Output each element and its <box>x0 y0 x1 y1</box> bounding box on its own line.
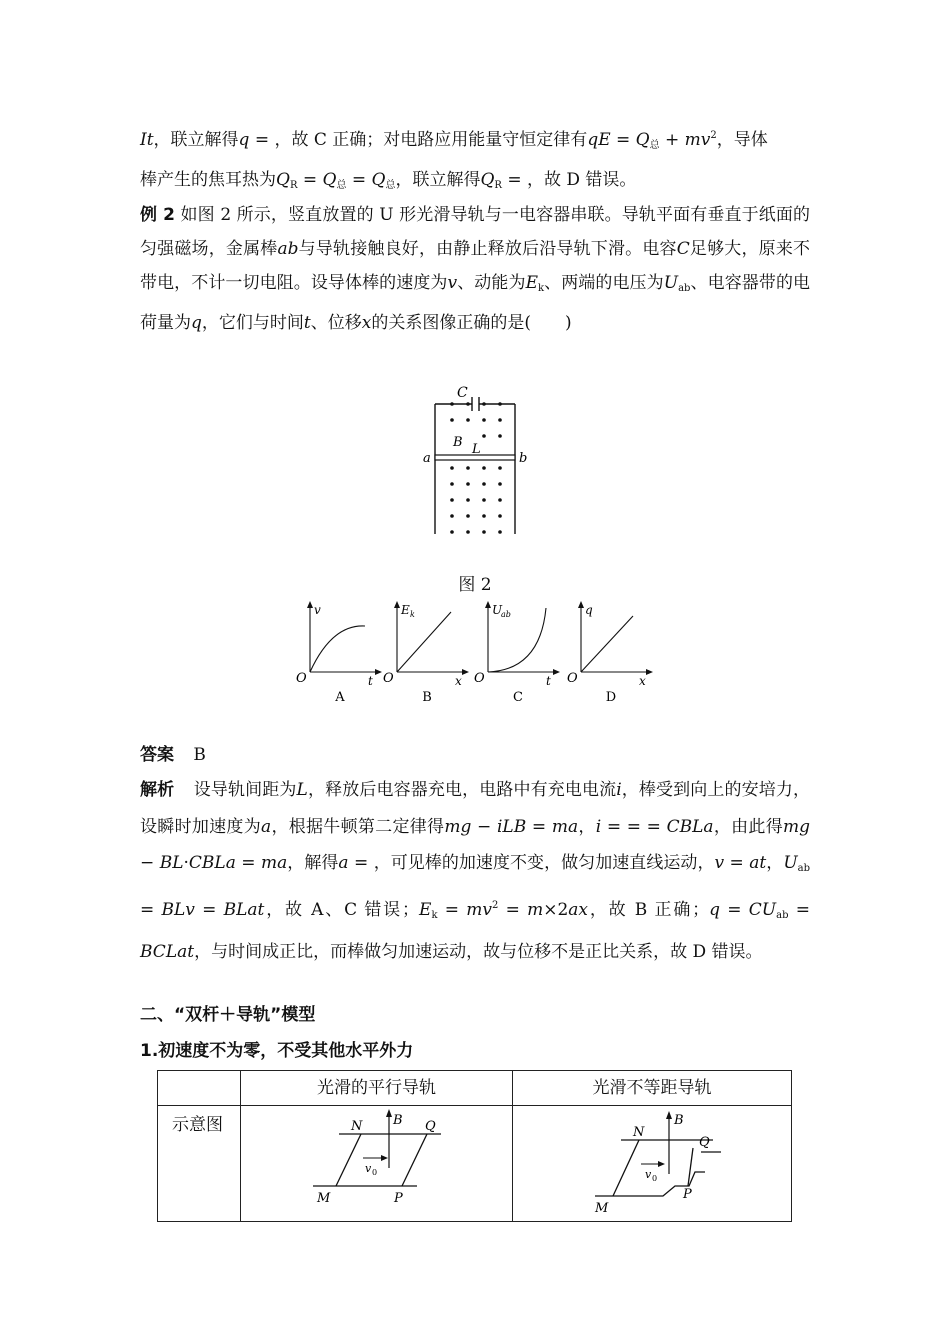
body-text: = <box>194 899 224 920</box>
body-text: = <box>235 853 261 873</box>
label-P: P <box>394 1191 403 1206</box>
subscript: 总 <box>385 180 396 191</box>
row-label-diagram: 示意图 <box>158 1106 241 1222</box>
formula-text: CBLa <box>188 853 236 873</box>
formula-text: v <box>447 273 458 293</box>
formula-text: Q <box>322 170 337 190</box>
analysis-paragraph <box>140 772 810 971</box>
model-table <box>157 1070 792 1222</box>
rod-MN <box>336 1134 361 1186</box>
formula-text: v <box>714 853 725 873</box>
field-dot <box>498 402 502 406</box>
body-text: 如图 2 所示，竖直放置的 U 形光滑导轨与一电容器串联。导轨平面有垂直于纸面的匀强磁场，金属棒 <box>140 205 811 259</box>
formula-text: E <box>419 899 432 920</box>
field-dot <box>466 482 470 486</box>
field-dot <box>498 418 502 422</box>
axis-arrow-icon <box>485 601 491 608</box>
graph-y-label: E <box>401 603 410 617</box>
body-text: ，故 B 正确； <box>588 899 710 920</box>
arrow-head-icon <box>658 1161 665 1167</box>
body-text: 设导轨间距为 <box>193 780 297 800</box>
label-Q: Q <box>425 1119 436 1134</box>
formula-text: Q <box>276 170 290 190</box>
body-text: = <box>437 899 467 920</box>
superscript: 2 <box>491 899 499 911</box>
body-text: ，故 A、C 错误； <box>264 899 420 920</box>
formula-text: mg <box>444 816 472 837</box>
body-text: ，由此得 <box>713 816 783 837</box>
body-text: ，联立解得 <box>153 130 239 150</box>
graph-origin-label: O <box>567 671 578 686</box>
formula-text: mg <box>783 816 811 837</box>
field-dot <box>498 466 502 470</box>
field-dot <box>450 482 454 486</box>
formula-text: iLB <box>496 816 527 837</box>
label-v: v <box>365 1162 372 1175</box>
graph-curve <box>488 608 546 672</box>
graph-x-label: x <box>639 674 646 688</box>
field-dot <box>466 402 470 406</box>
field-dot <box>498 498 502 502</box>
label-v-subscript: 0 <box>652 1174 658 1183</box>
label-v: v <box>645 1168 652 1181</box>
formula-text: ab <box>277 239 299 259</box>
field-dot <box>450 514 454 518</box>
axis-arrow-icon <box>375 669 382 675</box>
formula-text: Q <box>371 170 386 190</box>
label-M: M <box>317 1191 331 1206</box>
figure-2-caption: 图 2 <box>458 575 492 595</box>
formula-text: It <box>140 130 154 150</box>
body-text: ， <box>766 853 784 873</box>
subsection-title: 1.初速度不为零，不受其他水平外力 <box>140 1041 414 1061</box>
axis-arrow-icon <box>394 601 400 608</box>
intro-paragraph <box>140 119 810 203</box>
subscript: R <box>494 180 502 191</box>
field-dot <box>450 466 454 470</box>
unequal-rails-diagram <box>513 1106 791 1216</box>
graph-y-label: v <box>314 603 321 617</box>
formula-text: BLat <box>223 899 265 920</box>
figure-2-diagram <box>415 382 535 542</box>
field-dot <box>482 466 486 470</box>
header-unequal-rails: 光滑不等距导轨 <box>513 1071 792 1106</box>
formula-text: BLv <box>161 899 195 920</box>
body-text: = <box>526 816 552 837</box>
formula-text: t <box>303 313 311 333</box>
subscript: ab <box>678 283 691 294</box>
body-text: = ，可见棒的加速度不变，做匀加速直线运动， <box>348 853 715 873</box>
graph-option-label: B <box>422 690 432 705</box>
field-dot <box>498 482 502 486</box>
subscript: k <box>431 909 438 921</box>
graph-curve <box>310 626 365 672</box>
graph-x-label: x <box>455 674 462 688</box>
body-text: ，根据牛顿第二定律得 <box>271 816 445 837</box>
answer-line <box>140 738 810 772</box>
body-text: = = = <box>601 816 667 837</box>
field-dot <box>482 418 486 422</box>
body-text: · <box>183 853 189 873</box>
label-N: N <box>351 1119 363 1134</box>
subscript: ab <box>797 863 811 874</box>
body-text: ，棒受到向上的安培力，设瞬时加速度为 <box>140 780 811 837</box>
superscript: 2 <box>710 130 717 141</box>
graph-curve <box>581 616 633 672</box>
body-text: ，释放后电容器充电，电路中有充电电流 <box>307 780 617 800</box>
label-P: P <box>683 1187 692 1202</box>
axis-arrow-icon <box>462 669 469 675</box>
field-dot <box>498 514 502 518</box>
rod-PQ <box>402 1134 427 1186</box>
subscript: R <box>289 180 298 191</box>
body-text: 棒产生的焦耳热为 <box>140 170 276 190</box>
label-Q: Q <box>699 1135 710 1150</box>
formula-text: m <box>527 899 544 920</box>
formula-text: U <box>783 853 798 873</box>
graph-origin-label: O <box>296 671 307 686</box>
formula-text: mv <box>684 130 711 150</box>
arrow-head-icon <box>386 1109 392 1117</box>
field-dot <box>450 530 454 534</box>
label-a: a <box>423 451 431 466</box>
graph-curve <box>397 612 451 672</box>
body-text: = <box>788 899 811 920</box>
graph-option-label: C <box>513 690 523 705</box>
formula-text: ma <box>260 853 288 873</box>
body-text: ， <box>578 816 596 837</box>
body-text: ×2 <box>543 899 569 920</box>
body-text: + <box>659 130 685 150</box>
body-text: 与导轨接触良好，由静止释放后沿导轨下滑。电容 <box>298 239 677 259</box>
field-dot <box>482 434 486 438</box>
cell-parallel-diagram <box>241 1106 513 1222</box>
body-text: = <box>346 170 372 190</box>
answer-label: 答案 <box>140 745 174 765</box>
subscript: 总 <box>649 140 660 151</box>
formula-text: C <box>676 239 690 259</box>
label-M: M <box>595 1201 609 1216</box>
table-corner-cell <box>158 1071 241 1106</box>
label-B: B <box>674 1113 684 1128</box>
field-dot <box>482 530 486 534</box>
cell-unequal-diagram <box>513 1106 792 1222</box>
body-text: 、动能为 <box>457 273 526 293</box>
label-B: B <box>393 1113 403 1128</box>
label-field: B <box>453 435 463 450</box>
graph-option-label: D <box>605 690 617 705</box>
graph-y-subscript: k <box>410 610 415 619</box>
label-capacitor: C <box>457 385 468 401</box>
formula-text: a <box>261 816 272 837</box>
rod-PQ <box>688 1148 693 1186</box>
formula-text: mv <box>466 899 492 920</box>
formula-text: i <box>616 780 622 800</box>
body-text: = <box>498 899 528 920</box>
body-text: = ，故 D 错误。 <box>501 170 637 190</box>
formula-text: q <box>238 130 250 150</box>
graph-origin-label: O <box>474 671 485 686</box>
header-parallel-rails: 光滑的平行导轨 <box>241 1071 513 1106</box>
field-dot <box>466 498 470 502</box>
field-dot <box>498 530 502 534</box>
subscript: k <box>537 283 545 294</box>
formula-text: Q <box>635 130 650 150</box>
body-text: − <box>140 853 160 873</box>
body-text: − <box>471 816 497 837</box>
label-N: N <box>633 1125 645 1140</box>
axis-arrow-icon <box>307 601 313 608</box>
magnetic-field-dots <box>450 402 502 534</box>
formula-text: q <box>191 313 202 333</box>
formula-text: BL <box>159 853 184 873</box>
arrow-head-icon <box>666 1111 672 1119</box>
label-v-subscript: 0 <box>372 1168 378 1177</box>
field-dot <box>482 482 486 486</box>
subscript: ab <box>776 909 789 921</box>
field-dot <box>466 514 470 518</box>
formula-text: E <box>525 273 538 293</box>
body-text: ，导体 <box>716 130 768 150</box>
body-text: = <box>610 130 636 150</box>
table-header-row <box>158 1071 792 1106</box>
analysis-label: 解析 <box>140 780 175 800</box>
section-title: 二、“双杆＋导轨”模型 <box>140 1005 316 1025</box>
formula-text: at <box>749 853 767 873</box>
example-label: 例 2 <box>140 205 176 225</box>
parallel-rails-diagram <box>241 1106 512 1216</box>
arrow-head-icon <box>381 1155 388 1161</box>
formula-text: ax <box>568 899 588 920</box>
field-dot <box>466 418 470 422</box>
field-dot <box>498 434 502 438</box>
graph-option-label: A <box>335 690 345 705</box>
body-text: = ，故 C 正确；对电路应用能量守恒定律有 <box>249 130 588 150</box>
axis-arrow-icon <box>578 601 584 608</box>
graph-y-label: U <box>492 603 503 617</box>
formula-text: ma <box>551 816 579 837</box>
body-text: = <box>140 899 162 920</box>
field-dot <box>466 530 470 534</box>
graph-y-subscript: ab <box>501 610 511 619</box>
axis-arrow-icon <box>553 669 560 675</box>
field-dot <box>450 498 454 502</box>
field-dot <box>450 402 454 406</box>
field-dot <box>482 514 486 518</box>
field-dot <box>482 402 486 406</box>
field-dot <box>466 466 470 470</box>
formula-text: a <box>338 853 349 873</box>
body-text: 、两端的电压为 <box>544 273 664 293</box>
body-text: 、位移 <box>310 313 362 333</box>
field-dot <box>482 498 486 502</box>
label-b: b <box>519 451 528 466</box>
axis-arrow-icon <box>646 669 653 675</box>
graph-x-label: t <box>368 674 373 688</box>
graph-origin-label: O <box>383 671 394 686</box>
body-text: = <box>724 853 750 873</box>
formula-text: qE <box>587 130 611 150</box>
formula-text: U <box>663 273 679 293</box>
table-row <box>158 1106 792 1222</box>
graph-x-label: t <box>546 674 551 688</box>
formula-text: x <box>361 313 372 333</box>
graph-y-label: q <box>585 603 593 617</box>
body-text: = <box>720 899 749 920</box>
subscript: 总 <box>336 180 347 191</box>
rod-MN <box>613 1140 639 1196</box>
option-graphs <box>290 598 670 710</box>
body-text: = <box>297 170 323 190</box>
answer-value: B <box>193 745 206 765</box>
formula-text: BCLat <box>140 942 195 962</box>
formula-text: CU <box>748 899 777 920</box>
formula-text: Q <box>480 170 495 190</box>
body-text: ，与时间成正比，而棒做匀加速运动，故与位移不是正比关系，故 D 错误。 <box>194 942 763 962</box>
formula-text: q <box>709 899 721 920</box>
body-text: ，联立解得 <box>395 170 481 190</box>
body-text: 、电容器带的电荷量为 <box>140 273 811 333</box>
body-text: ，它们与时间 <box>201 313 304 333</box>
example-paragraph <box>140 198 810 340</box>
formula-text: i <box>595 816 602 837</box>
label-length: L <box>472 442 481 457</box>
field-dot <box>450 418 454 422</box>
body-text: 足够大，原来不带电，不计一切电阻。设导体棒的速度为 <box>140 239 811 293</box>
formula-text: L <box>296 780 308 800</box>
body-text: ，解得 <box>287 853 339 873</box>
formula-text: CBLa <box>666 816 714 837</box>
body-text: 的关系图像正确的是( ) <box>371 313 572 333</box>
